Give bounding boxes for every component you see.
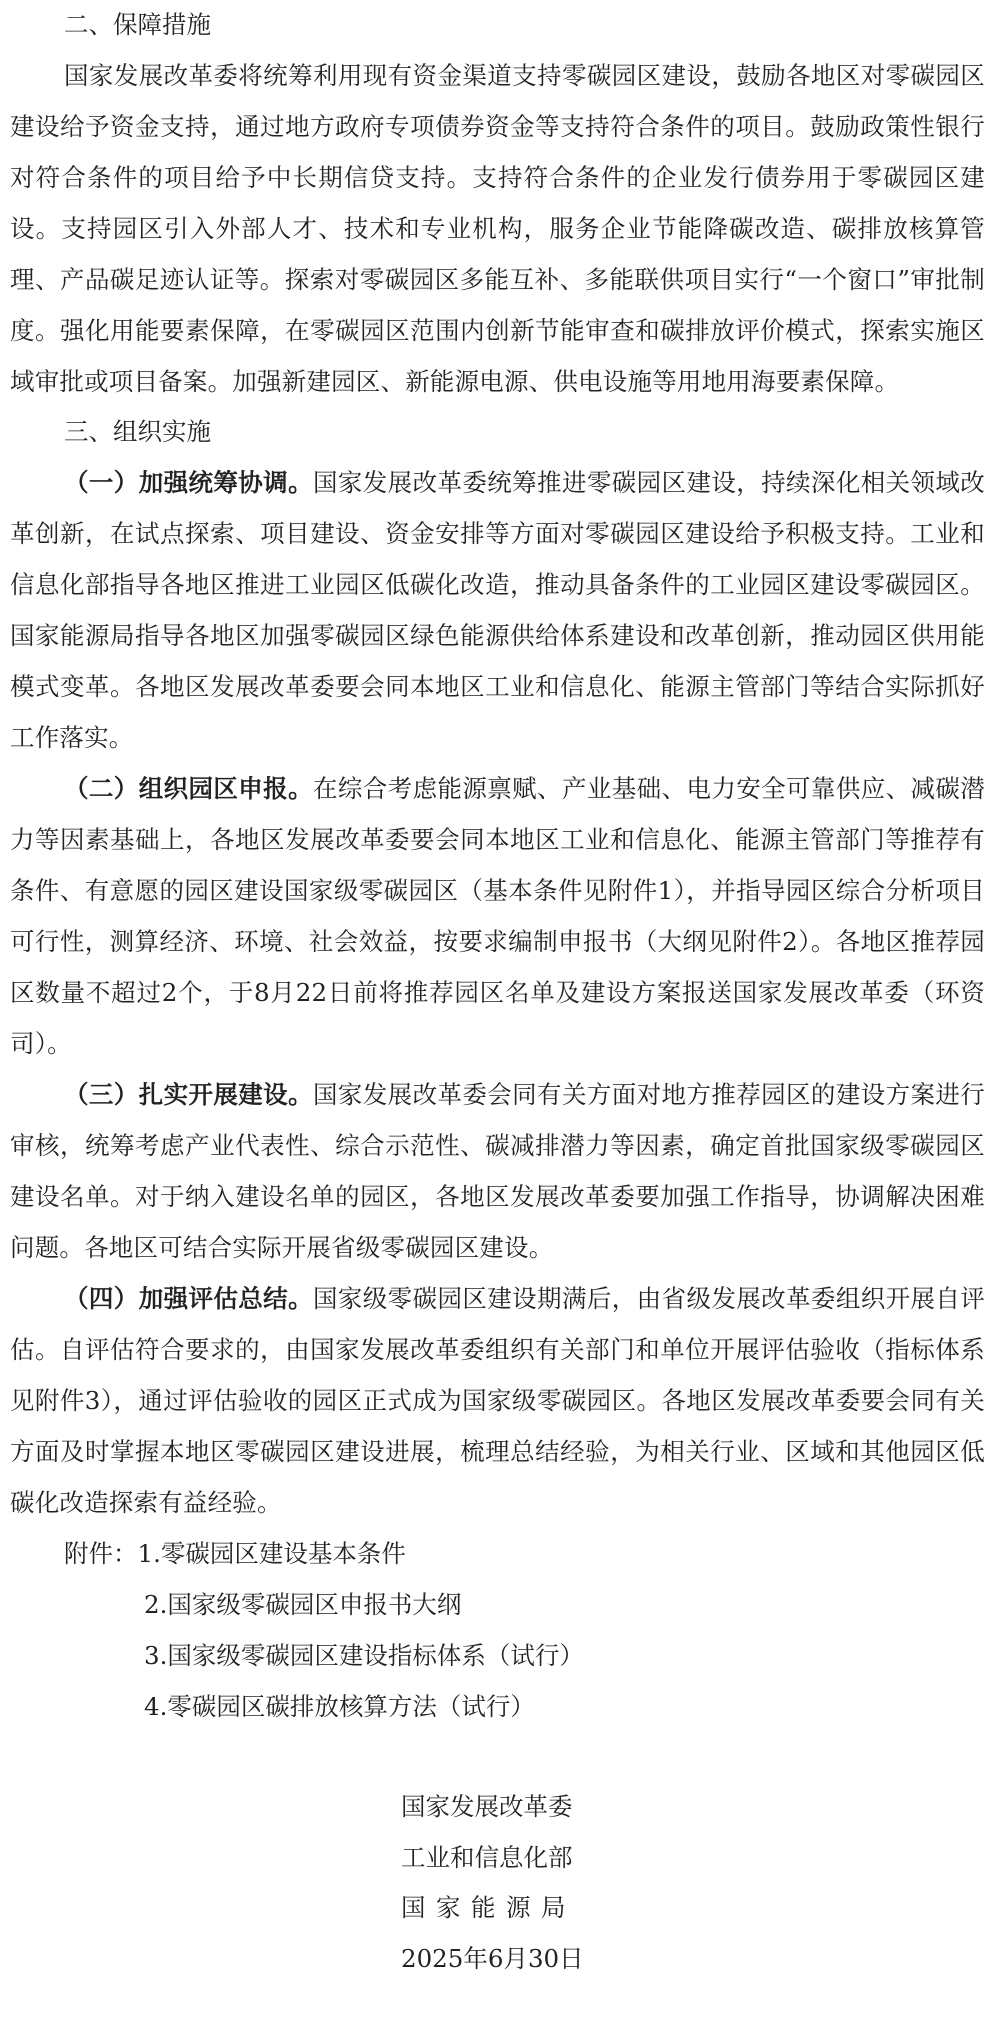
implementation-item-4 [10, 1273, 985, 1528]
implementation-item-2 [10, 763, 985, 1069]
signature-nea: 国家能源局 [401, 1893, 576, 1922]
section-heading-safeguards: 二、保障措施 [64, 10, 211, 39]
spacer [10, 1732, 985, 1782]
document-page [10, 0, 985, 1984]
signature-miit: 工业和信息化部 [401, 1842, 573, 1872]
safeguards-paragraph: 国家发展改革委将统筹利用现有资金渠道支持零碳园区建设，鼓励各地区对零碳园区建设给予资金支持，通过地方政府专项债券资金等支持符合条件的项目。鼓励政策性银行对符合条件的项目给予中长期信贷支持。支持符合条件的企业发行债券用于零碳园区建设。支持园区引入外部人才、技术和专业机构，服务企业节能降碳改造、碳排放核算管理、产品碳足迹认证等。探索对零碳园区多能互补、多能联供项目实行“一个窗口”审批制度。强化用能要素保障，在零碳园区范围内创新节能审查和碳排放评价模式，探索实施区域审批或项目备案。加强新建园区、新能源电源、供电设施等用地用海要素保障。 [10, 61, 985, 396]
attachment-title: 1.零碳园区建设基本条件 [137, 1539, 406, 1568]
item-text: 国家发展改革委统筹推进零碳园区建设，持续深化相关领域改革创新，在试点探索、项目建设、资金安排等方面对零碳园区建设给予积极支持。工业和信息化部指导各地区推进工业园区低碳化改造，推动具备条件的工业园区建设零碳园区。国家能源局指导各地区加强零碳园区绿色能源供给体系建设和改革创新，推动园区供用能模式变革。各地区发展改革委要会同本地区工业和信息化、能源主管部门等结合实际抓好工作落实。 [10, 468, 986, 752]
item-lead: （一）加强统筹协调。 [64, 468, 313, 497]
attachment-label: 附件： [64, 1539, 138, 1568]
attachment-item-4 [10, 1681, 985, 1732]
attachment-item-1 [10, 1528, 985, 1579]
signature-ndrc: 国家发展改革委 [401, 1792, 573, 1821]
item-lead: （四）加强评估总结。 [64, 1284, 313, 1313]
section-heading-implementation: 三、组织实施 [64, 417, 211, 446]
item-text: 国家发展改革委会同有关方面对地方推荐园区的建设方案进行审核，统筹考虑产业代表性、综合示范性、碳减排潜力等因素，确定首批国家级零碳园区建设名单。对于纳入建设名单的园区，各地区发展改革委要加强工作指导，协调解决困难问题。各地区可结合实际开展省级零碳园区建设。 [10, 1080, 986, 1262]
item-lead: （二）组织园区申报。 [64, 774, 313, 803]
attachment-title: 4.零碳园区碳排放核算方法（试行） [144, 1692, 535, 1721]
implementation-item-1 [10, 457, 985, 763]
attachment-item-2 [10, 1579, 985, 1630]
item-lead: （三）扎实开展建设。 [64, 1080, 313, 1109]
attachment-title: 2.国家级零碳园区申报书大纲 [144, 1590, 462, 1619]
signature-date: 2025年6月30日 [401, 1943, 584, 1973]
item-text: 在综合考虑能源禀赋、产业基础、电力安全可靠供应、减碳潜力等因素基础上，各地区发展改革委要会同本地区工业和信息化、能源主管部门等推荐有条件、有意愿的园区建设国家级零碳园区（基本条件见附件1），并指导园区综合分析项目可行性，测算经济、环境、社会效益，按要求编制申报书（大纲见附件2）。各地区推荐园区数量不超过2个，于8月22日前将推荐园区名单及建设方案报送国家发展改革委（环资司）。 [10, 774, 986, 1058]
item-text: 国家级零碳园区建设期满后，由省级发展改革委组织开展自评估。自评估符合要求的，由国家发展改革委组织有关部门和单位开展评估验收（指标体系见附件3），通过评估验收的园区正式成为国家级零碳园区。各地区发展改革委要会同有关方面及时掌握本地区零碳园区建设进展，梳理总结经验，为相关行业、区域和其他园区低碳化改造探索有益经验。 [10, 1284, 986, 1517]
attachment-item-3 [10, 1630, 985, 1681]
implementation-item-3 [10, 1069, 985, 1273]
attachment-title: 3.国家级零碳园区建设指标体系（试行） [144, 1641, 584, 1670]
